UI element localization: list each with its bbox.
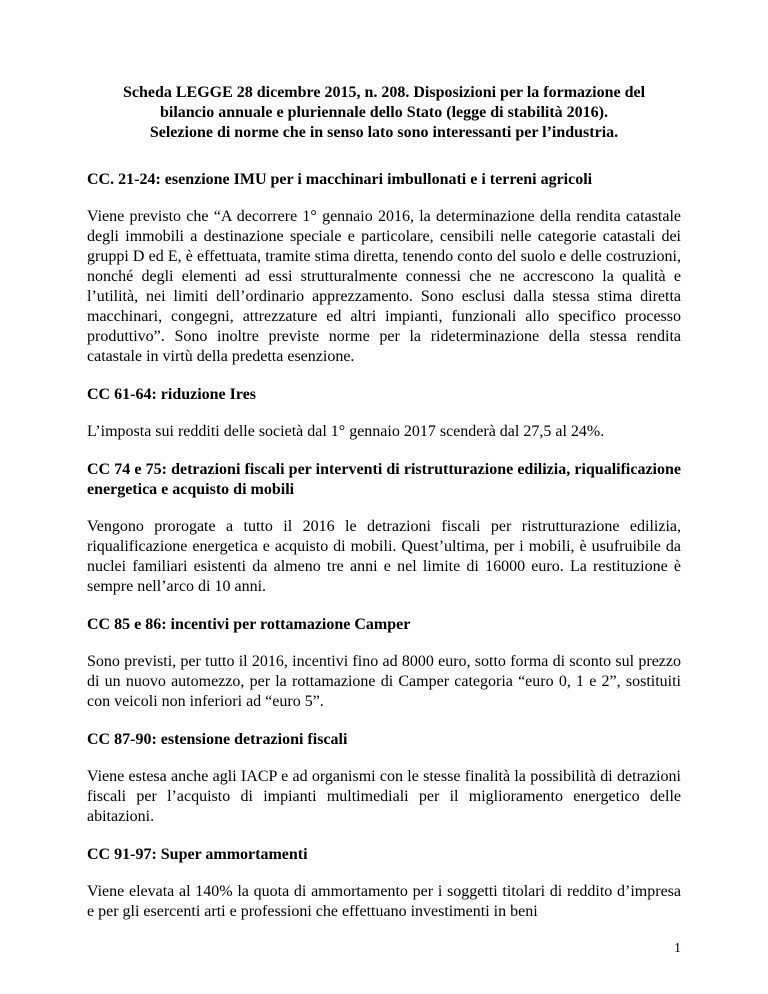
section-body-estensione: Viene estesa anche agli IACP e ad organismi con le stesse finalità la possibilità di detrazioni fiscali per l’acquisto di impianti multimediali per il miglioramento energetico delle abitazioni. <box>87 768 681 825</box>
document-title <box>60 83 708 143</box>
title-line: Selezione di norme che in senso lato sono interessanti per l’industria. <box>149 124 619 141</box>
section-heading-imu: CC. 21-24: esenzione IMU per i macchinari imbullonati e i terreni agricoli <box>87 171 593 188</box>
section-body-ammortamenti: Viene elevata al 140% la quota di ammortamento per i soggetti titolari di reddito d’impresa e per gli esercenti arti e professioni che effettuano investimenti in beni <box>87 883 681 920</box>
section-body-camper: Sono previsti, per tutto il 2016, incentivi fino ad 8000 euro, sotto forma di sconto sul prezzo di un nuovo automezzo, per la rottamazione di Camper categoria “euro 0, 1 e 2”, sostituiti con veicoli non inferiori ad “euro 5”. <box>87 653 681 710</box>
section-heading-ires: CC 61-64: riduzione Ires <box>87 386 257 403</box>
title-line: Scheda LEGGE 28 dicembre 2015, n. 208. Disposizioni per la formazione del <box>122 84 646 101</box>
section-body-imu: Viene previsto che “A decorrere 1° gennaio 2016, la determinazione della rendita catastale degli immobili a destinazione speciale e particolare, censibili nelle categorie catastali dei gruppi D ed E, è effettuata, tramite stima diretta, tenendo conto del suolo e delle costruzioni, nonché degli elementi ad essi strutturalmente connessi che ne accrescono la qualità e l’utilità, nei limiti dell’ordinario apprezzamento. Sono esclusi dalla stessa stima diretta macchinari, congegni, attrezzature ed altri impianti, funzionali allo specifico processo produttivo”. Sono inoltre previste norme per la rideterminazione della stessa rendita catastale in virtù della predetta esenzione. <box>87 208 681 365</box>
document-body <box>87 170 681 940</box>
section-heading-camper: CC 85 e 86: incentivi per rottamazione Camper <box>87 616 411 633</box>
section-body-detrazioni: Vengono prorogate a tutto il 2016 le detrazioni fiscali per ristrutturazione edilizia, riqualificazione energetica e acquisto di mobili. Quest’ultima, per i mobili, è usufruibile da nuclei familiari esistenti da almeno tre anni e nel limite di 16000 euro. La restituzione è sempre nell’arco di 10 anni. <box>87 518 681 595</box>
title-line: bilancio annuale e pluriennale dello Stato (legge di stabilità 2016). <box>159 104 609 121</box>
section-body-ires: L’imposta sui redditi delle società dal 1° gennaio 2017 scenderà dal 27,5 al 24%. <box>87 423 605 440</box>
section-heading-estensione: CC 87-90: estensione detrazioni fiscali <box>87 731 348 748</box>
section-heading-detrazioni: CC 74 e 75: detrazioni fiscali per interventi di ristrutturazione edilizia, riqualificazione energetica e acquisto di mobili <box>87 461 681 498</box>
page-number: 1 <box>674 941 681 956</box>
section-heading-ammortamenti: CC 91-97: Super ammortamenti <box>87 846 308 863</box>
